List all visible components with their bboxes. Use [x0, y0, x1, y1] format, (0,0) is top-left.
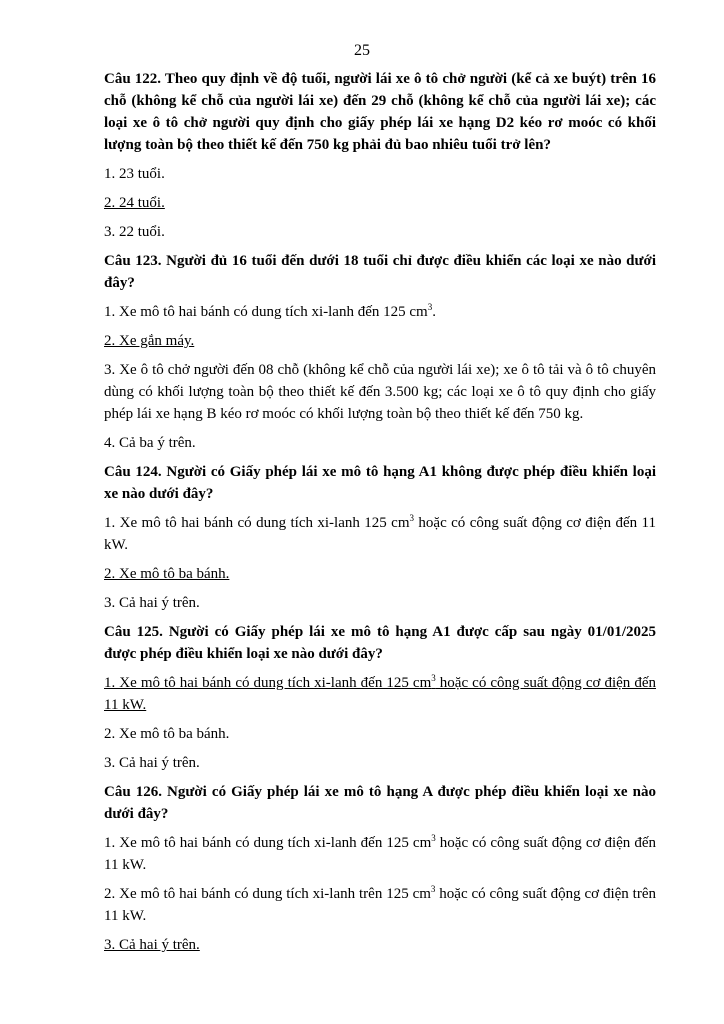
answer-option: [104, 301, 656, 323]
option-text-after: hoặc có công suất động cơ điện đến 11 kW.: [104, 835, 656, 873]
option-text: 1. Xe mô tô hai bánh có dung tích xi-lanh đến 125 cm: [104, 304, 428, 320]
answer-option: [104, 512, 656, 556]
answer-option-correct: 2. Xe mô tô ba bánh.: [104, 566, 230, 582]
superscript: 3: [431, 673, 436, 683]
question-block: [104, 68, 656, 243]
answer-option: [104, 883, 656, 927]
answer-option-correct: 2. Xe gắn máy.: [104, 333, 195, 349]
answer-option-correct: 2. 24 tuổi.: [104, 195, 165, 211]
answer-option-correct: [104, 672, 656, 716]
question-title: Câu 125. Người có Giấy phép lái xe mô tô hạng A1 được cấp sau ngày 01/01/2025 được phép điều khiển loại xe nào dưới đây?: [104, 624, 656, 662]
question-block: [104, 621, 656, 774]
option-text-after: hoặc có công suất động cơ điện đến 11 kW.: [104, 515, 656, 553]
question-title: Câu 126. Người có Giấy phép lái xe mô tô hạng A được phép điều khiển loại xe nào dưới đây?: [104, 784, 656, 822]
option-text: 2. Xe mô tô hai bánh có dung tích xi-lanh trên 125 cm: [104, 886, 431, 902]
superscript: 3: [427, 302, 433, 312]
superscript: 3: [431, 833, 436, 843]
option-text-after: .: [432, 304, 436, 320]
question-title: Câu 123. Người đủ 16 tuổi đến dưới 18 tuổi chỉ được điều khiển các loại xe nào dưới đây?: [104, 253, 656, 291]
option-text: 1. Xe mô tô hai bánh có dung tích xi-lanh đến 125 cm: [104, 675, 432, 691]
answer-option: 3. Cả hai ý trên.: [104, 755, 200, 771]
question-block: [104, 461, 656, 614]
option-text: 1. Xe mô tô hai bánh có dung tích xi-lanh 125 cm: [104, 515, 410, 531]
answer-option: 3. Xe ô tô chở người đến 08 chỗ (không kể chỗ của người lái xe); xe ô tô tải và ô tô chuyên dùng có khối lượng toàn bộ theo thiết kế đến 3.500 kg; các loại xe ô tô quy định cho giấy phép lái xe hạng B kéo rơ moóc có khối lượng toàn bộ theo thiết kế đến 750 kg.: [104, 362, 656, 422]
superscript: 3: [430, 884, 436, 894]
question-block: [104, 781, 656, 956]
question-title: Câu 124. Người có Giấy phép lái xe mô tô hạng A1 không được phép điều khiển loại xe nào dưới đây?: [104, 464, 656, 502]
option-text-after: hoặc có công suất động cơ điện đến 11 kW.: [104, 675, 656, 713]
answer-option: 2. Xe mô tô ba bánh.: [104, 726, 230, 742]
superscript: 3: [409, 513, 415, 523]
option-text: 1. Xe mô tô hai bánh có dung tích xi-lanh đến 125 cm: [104, 835, 432, 851]
answer-option: [104, 832, 656, 876]
question-title: Câu 122. Theo quy định về độ tuổi, người lái xe ô tô chở người (kể cả xe buýt) trên 16 chỗ (không kể chỗ của người lái xe) đến 29 chỗ (không kể chỗ của người lái xe); các loại xe ô tô chở người quy định cho giấy phép lái xe hạng D2 kéo rơ moóc có khối lượng toàn bộ theo thiết kế đến 750 kg phải đủ bao nhiêu tuổi trở lên?: [104, 71, 656, 153]
answer-option: 3. 22 tuổi.: [104, 224, 165, 240]
option-text-after: hoặc có công suất động cơ điện trên 11 kW.: [104, 886, 657, 924]
answer-option: 4. Cả ba ý trên.: [104, 435, 196, 451]
questions-container: [104, 68, 656, 963]
answer-option-correct: 3. Cả hai ý trên.: [104, 937, 200, 953]
answer-option: 1. 23 tuổi.: [104, 166, 165, 182]
question-block: [104, 250, 656, 454]
page-number: 25: [354, 42, 370, 59]
answer-option: 3. Cả hai ý trên.: [104, 595, 200, 611]
